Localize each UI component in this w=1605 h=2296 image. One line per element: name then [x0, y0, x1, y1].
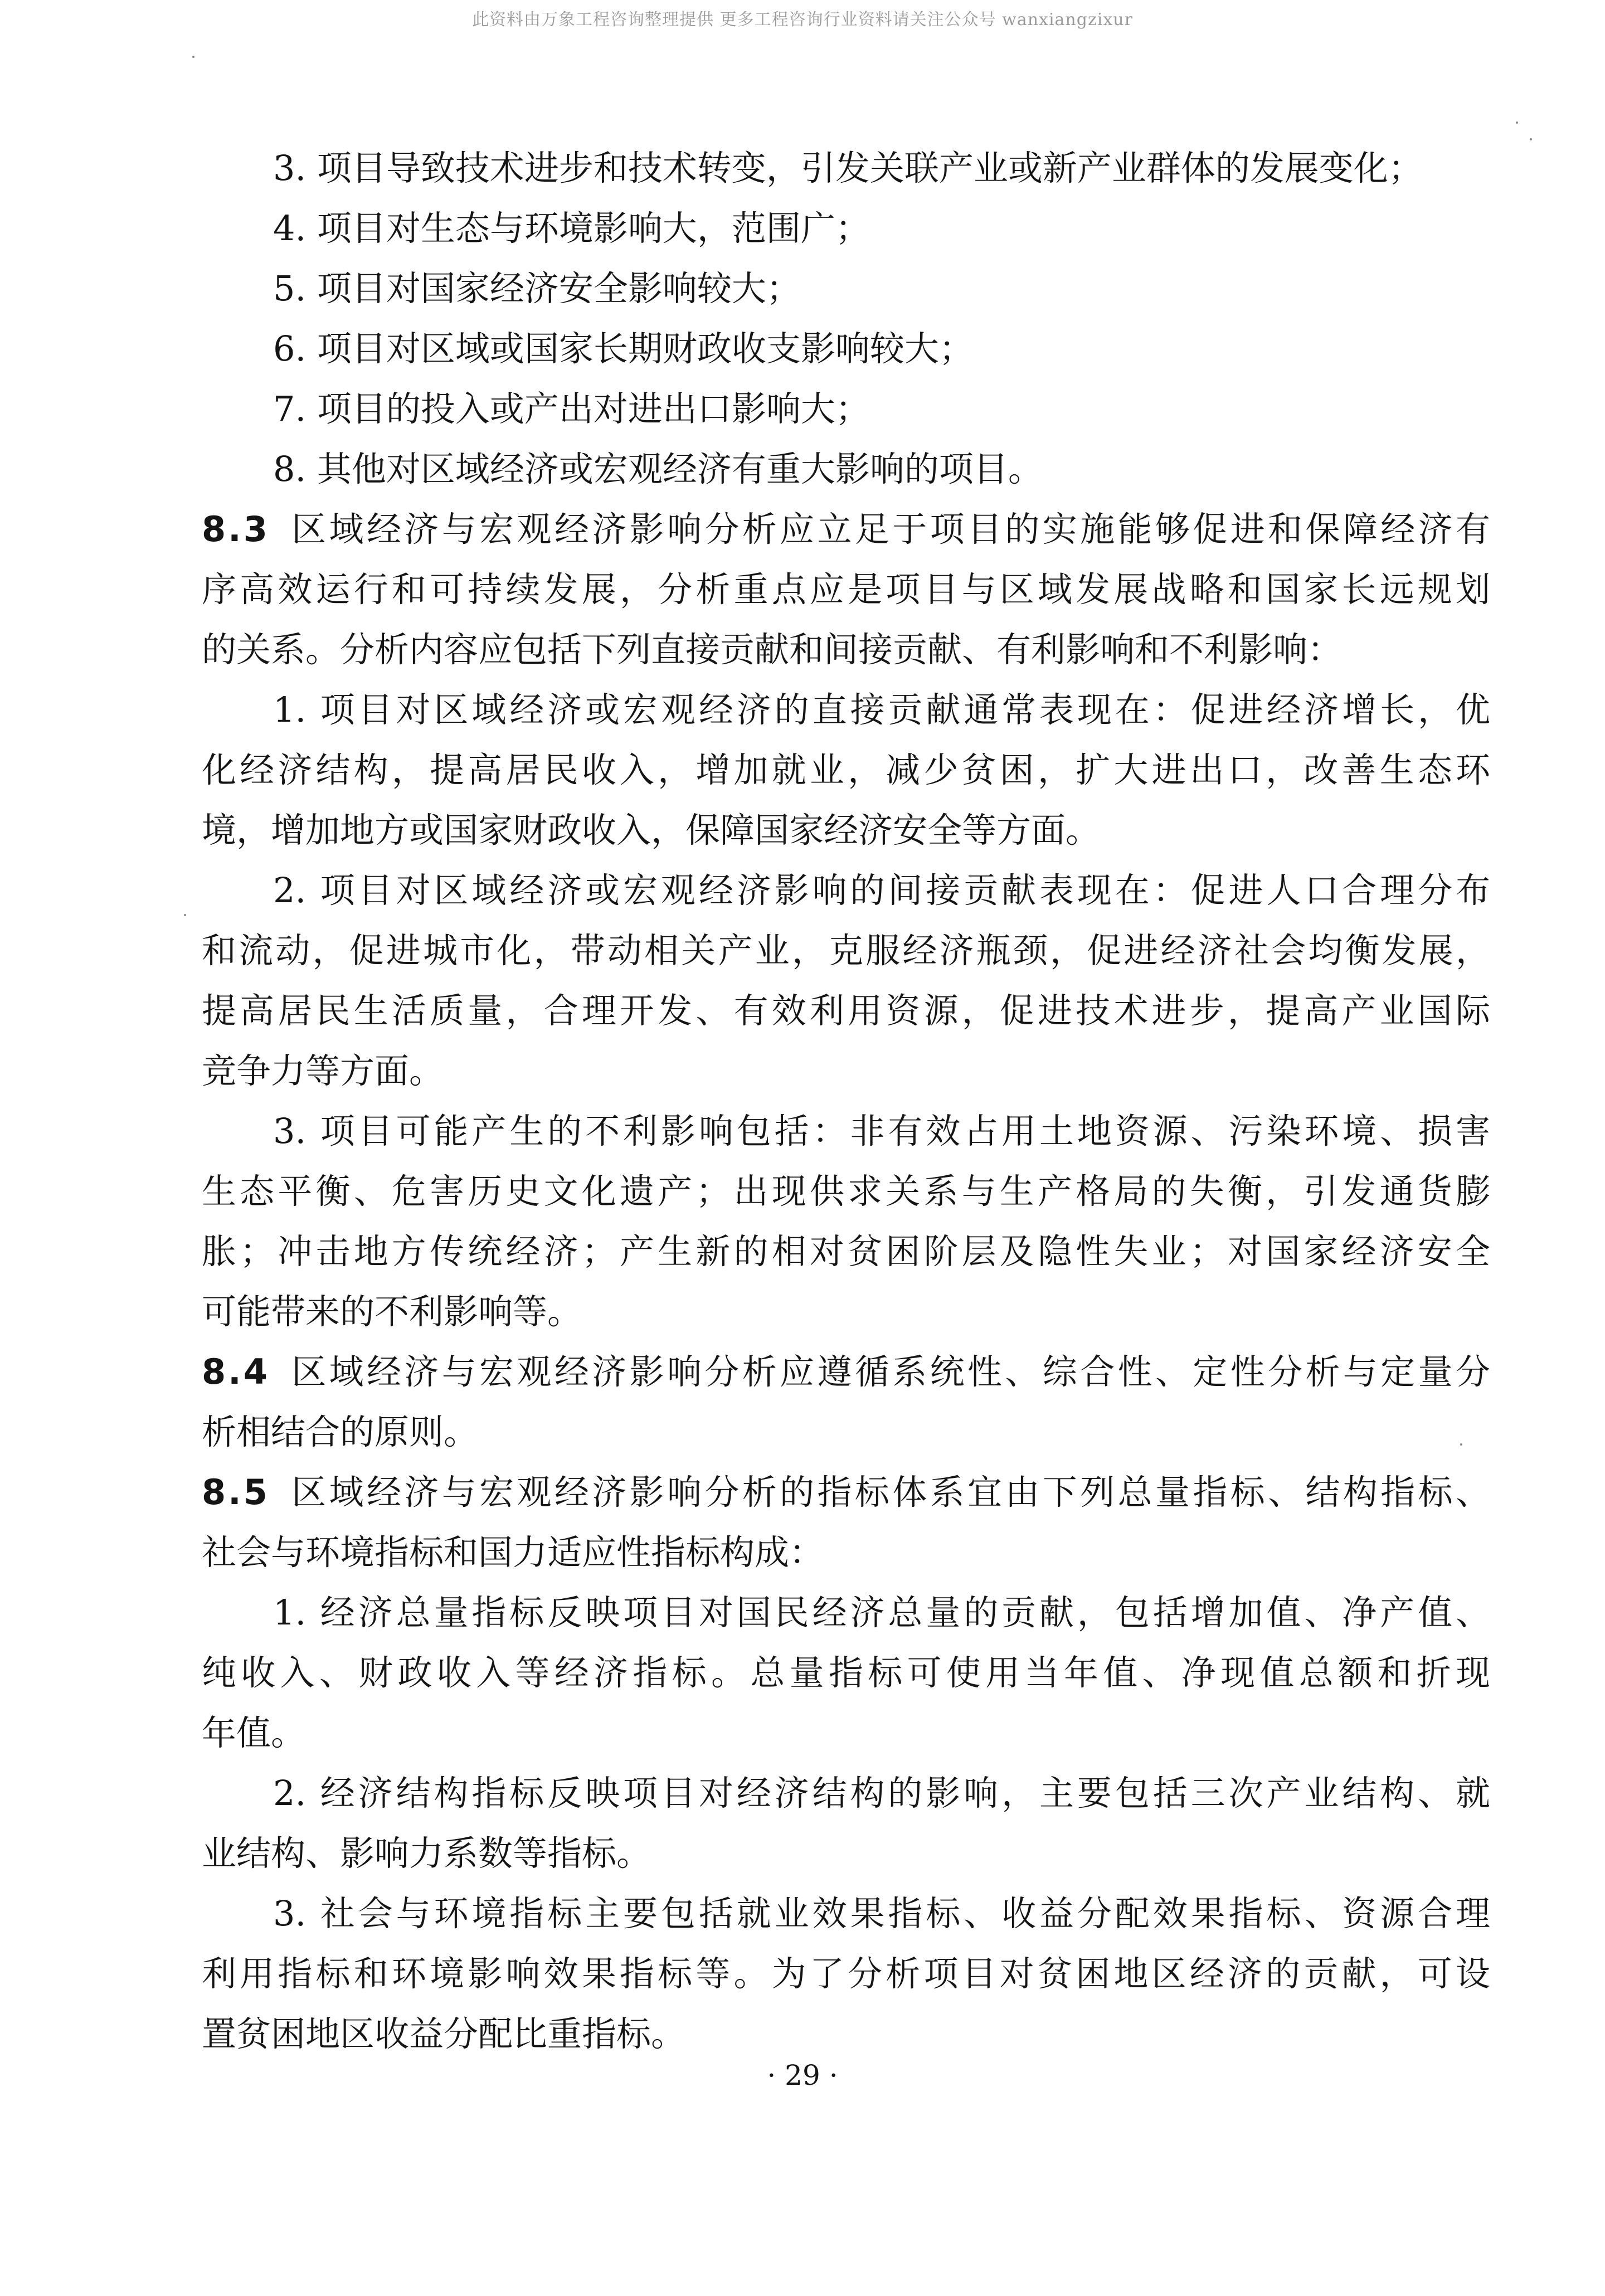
section-number: 8.5: [202, 1472, 270, 1512]
scan-speck: [1460, 1443, 1462, 1446]
paragraph-line: 序高效运行和可持续发展，分析重点应是项目与区域发展战略和国家长远规划: [202, 569, 1490, 610]
section-number: 8.3: [202, 509, 270, 549]
scan-speck: [192, 56, 194, 58]
paragraph-line: 2. 经济结构指标反映项目对经济结构的影响，主要包括三次产业结构、就: [273, 1773, 1490, 1813]
list-item: 8. 其他对区域经济或宏观经济有重大影响的项目。: [273, 449, 1043, 489]
paragraph-line: 3. 社会与环境指标主要包括就业效果指标、收益分配效果指标、资源合理: [273, 1893, 1490, 1934]
paragraph-line: 析相结合的原则。: [202, 1412, 479, 1452]
paragraph-line: 纯收入、财政收入等经济指标。总量指标可使用当年值、净现值总额和折现: [202, 1652, 1490, 1693]
scan-speck: [1530, 138, 1532, 140]
page-number: · 29 ·: [767, 2059, 838, 2091]
paragraph-line: 的关系。分析内容应包括下列直接贡献和间接贡献、有利影响和不利影响：: [202, 629, 1343, 670]
paragraph-line: 社会与环境指标和国力适应性指标构成：: [202, 1532, 824, 1573]
paragraph-line: 年值。: [202, 1713, 306, 1753]
paragraph-line: 利用指标和环境影响效果指标等。为了分析项目对贫困地区经济的贡献，可设: [202, 1953, 1490, 1994]
paragraph-line: 胀；冲击地方传统经济；产生新的相对贫困阶层及隐性失业；对国家经济安全: [202, 1231, 1490, 1272]
section-8-4-first-line: [202, 1350, 1490, 1394]
list-item: 4. 项目对生态与环境影响大，范围广；: [273, 208, 870, 249]
section-number: 8.4: [202, 1351, 270, 1392]
section-8-5-first-line: [202, 1470, 1490, 1515]
list-item: 6. 项目对区域或国家长期财政收支影响较大；: [273, 328, 974, 369]
list-item: 3. 项目导致技术进步和技术转变，引发关联产业或新产业群体的发展变化；: [273, 148, 1423, 188]
paragraph-line: 业结构、影响力系数等指标。: [202, 1833, 651, 1874]
paragraph-line: 化经济结构，提高居民收入，增加就业，减少贫困，扩大进出口，改善生态环: [202, 750, 1490, 790]
paragraph-line: 置贫困地区收益分配比重指标。: [202, 2013, 686, 2054]
paragraph-line: 提高居民生活质量，合理开发、有效利用资源，促进技术进步，提高产业国际: [202, 990, 1490, 1031]
paragraph-line: 区域经济与宏观经济影响分析的指标体系宜由下列总量指标、结构指标、: [288, 1472, 1490, 1512]
paragraph-line: 1. 项目对区域经济或宏观经济的直接贡献通常表现在：促进经济增长，优: [273, 689, 1490, 730]
paragraph-line: 3. 项目可能产生的不利影响包括：非有效占用土地资源、污染环境、损害: [273, 1111, 1490, 1151]
scan-speck: [1516, 121, 1518, 124]
paragraph-line: 境，增加地方或国家财政收入，保障国家经济安全等方面。: [202, 810, 1101, 850]
paragraph-line: 区域经济与宏观经济影响分析应遵循系统性、综合性、定性分析与定量分: [288, 1351, 1490, 1392]
list-item: 7. 项目的投入或产出对进出口影响大；: [273, 388, 870, 429]
paragraph-line: 区域经济与宏观经济影响分析应立足于项目的实施能够促进和保障经济有: [288, 509, 1490, 549]
paragraph-line: 可能带来的不利影响等。: [202, 1291, 582, 1332]
scan-speck: [184, 914, 186, 916]
list-item: 5. 项目对国家经济安全影响较大；: [273, 268, 801, 309]
paragraph-line: 2. 项目对区域经济或宏观经济影响的间接贡献表现在：促进人口合理分布: [273, 870, 1490, 911]
paragraph-line: 和流动，促进城市化，带动相关产业，克服经济瓶颈，促进经济社会均衡发展，: [202, 930, 1490, 971]
paragraph-line: 竞争力等方面。: [202, 1050, 444, 1091]
paragraph-line: 生态平衡、危害历史文化遗产；出现供求关系与生产格局的失衡，引发通货膨: [202, 1171, 1490, 1212]
paragraph-line: 1. 经济总量指标反映项目对国民经济总量的贡献，包括增加值、净产值、: [273, 1592, 1490, 1633]
section-8-3-first-line: [202, 507, 1490, 552]
watermark-header: 此资料由万象工程咨询整理提供 更多工程咨询行业资料请关注公众号 wanxiangzixur: [472, 10, 1133, 30]
